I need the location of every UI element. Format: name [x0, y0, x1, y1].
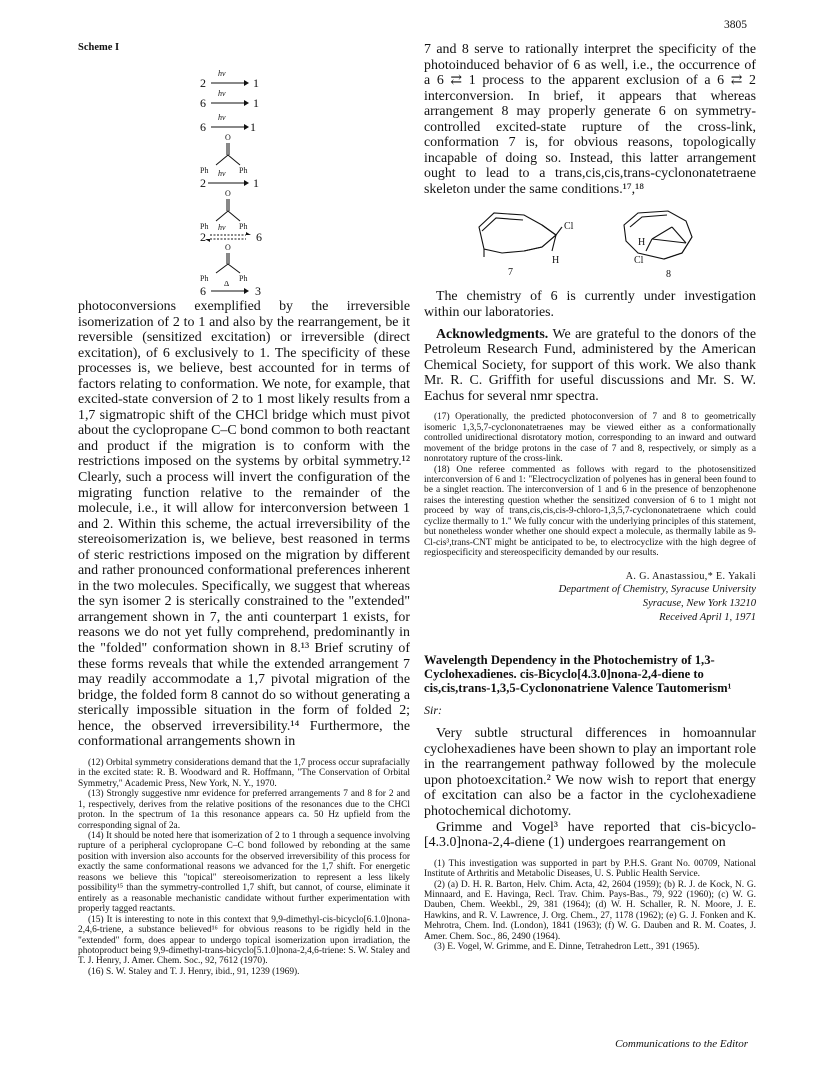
scheme-r2-right: 1	[253, 96, 259, 110]
scheme-label: Scheme I	[78, 42, 120, 53]
footnote-13: (13) Strongly suggestive nmr evidence for preferred arrangements 7 and 8 for 2 and 1, respectively, derives from the relative positions of the resonances due to the CHCl proton. In the spectrum of 1a this resonance appears ca. 50 Hz upfield from the corresponding signal of 2a.	[78, 789, 410, 831]
address: Syracuse, New York 13210	[642, 597, 756, 609]
article-footnotes	[424, 859, 756, 953]
structures-svg	[424, 205, 756, 283]
article-title: Wavelength Dependency in the Photochemistry of 1,3-Cyclohexadienes. cis-Bicyclo[4.3.0]nona-2,4-diene to cis,cis,trans-1,3,5-Cyclononatriene Valence Tautomerism¹	[424, 652, 732, 696]
salutation: Sir:	[424, 703, 442, 718]
left-paragraph-1: photoconversions exemplified by the irreversible isomerization of 2 to 1 and also by the rearrangement, be it reversible (sensitized excitation) or irreversible (direct excitation), of 6 exclusively to 1. The specificity of these processes is, we believe, best accounted for in terms of factors relating to conformation. We note, for example, that excited-state conversion of 2 to 1 most likely results from a 1,7 sigmatropic shift of the CHCl bridge which must pivot about the cyclopropane C–C bond common to both reactant and product if the migration is to conform with the restrictions imposed on the systems by orbital symmetry.¹² Clearly, such a process will invert the configuration of the migrating function relative to the remainder of the molecule, i.e., it will allow for interconversion between 1 and 2. Within this scheme, the actual irreversibility of the stereoisomerization is, we believe, best reasoned in terms of steric restrictions imposed on the migration by different and rather pronounced conformational preferences inherent in the two molecules. Specifically, we suggest that whereas the syn isomer 2 is sterically constrained to the "extended" arrangement shown in 7, the anti counterpart 1 exists, for reasons we do not yet fully comprehend, predominantly in the "folded" conformation shown in 8.¹³ Brief scrutiny of these forms reveals that while the extended arrangement 7 may readily accommodate a 1,7 pivotal migration of the bridge, the folded form 8 cannot do so without generating a sterically impossible situation in the form of folded 2; hence, the observed irreversibility.¹⁴ Furthermore, the conformational arrangements shown in	[78, 299, 410, 750]
scheme-r2-hv: hν	[218, 89, 226, 98]
structure-8	[624, 211, 692, 259]
footnote-14: (14) It should be noted here that isomerization of 2 to 1 through a sequence involving rupture of a peripheral cyclopropane C–C bond followed by rebonding at the same position with inversion also accounts for the observed irreversibility of this process for exactly the same conformational reasons we advanced for the 1,7 shift. For energetic reasons we believe this "topical" stereoisomerization to represent a less likely possibility¹⁵ than the symmetry-controlled 1,7 shift, but cannot, of course, eliminate it entirely as a reasonable mechanistic candidate without further experimentation with properly tagged reactants.	[78, 831, 410, 915]
scheme-r3-left: 6	[200, 120, 206, 134]
scheme-r4-left: 2	[200, 176, 206, 190]
structure-8-number: 8	[666, 269, 671, 281]
scheme-row6	[78, 281, 410, 301]
footer-section: Communications to the Editor	[615, 1038, 748, 1050]
left-column	[78, 42, 410, 977]
scheme-r6-right: 3	[255, 284, 261, 298]
authors: A. G. Anastassiou,* E. Yakali	[625, 570, 756, 582]
footnote-16: (16) S. W. Staley and T. J. Henry, ibid., 91, 1239 (1969).	[88, 966, 300, 977]
structure-7	[479, 213, 562, 257]
scheme-r1-hv: hν	[218, 69, 226, 78]
structure-7-number: 7	[508, 267, 513, 279]
scheme-r2-left: 6	[200, 96, 206, 110]
right-column	[424, 42, 756, 953]
left-footnotes	[78, 758, 410, 978]
scheme-r5-right: 6	[256, 230, 262, 244]
page-number: 3805	[724, 19, 747, 31]
scheme-r5-hv: hν	[218, 223, 226, 232]
article-footnote-2: (2) (a) D. H. R. Barton, Helv. Chim. Acta, 42, 2604 (1959); (b) R. J. de Kock, N. G. Minnaard, and E. Havinga, Recl. Trav. Chim. Pays-Bas., 79, 922 (1960); (c) W. G. Dauben, Chem. Weekbl., 29, 381 (1964); (d) W. H. Schaller, R. N. Moore, J. E. Hawkins, and R. V. Lawrence, J. Org. Chem., 27, 1178 (1962); (e) G. J. Fonken and K. Mehrotra, Chem. Ind. (London), 1841 (1963); (f) W. G. Dauben and R. M. Coates, J. Amer. Chem. Soc., 86, 2490 (1964).	[424, 879, 756, 942]
right-footnotes-1	[424, 412, 756, 558]
footnote-17: (17) Operationally, the predicted photoconversion of 7 and 8 to geometrically isomeric 1,3,5,7-cyclononatetraenes may be viewed either as a conformationally controlled unidirectional disrotatory motion, corresponding to an inward and outward movement of the bridge protons in the case of 7 and 8, respectively, or simply as a nonrotatory rupture of the cross-link.	[424, 412, 756, 465]
scheme-r6-delta: Δ	[224, 281, 230, 288]
article-footnote-1: (1) This investigation was supported in part by P.H.S. Grant No. 00709, National Institute of Arthritis and Metabolic Diseases, U. S. Public Health Service.	[424, 858, 756, 880]
structures-7-8	[424, 205, 756, 283]
article-footnote-3: (3) E. Vogel, W. Grimme, and E. Dinne, Tetrahedron Lett., 391 (1965).	[434, 942, 700, 953]
scheme-r4-o: O	[225, 189, 231, 198]
scheme-r4-ph-left: Ph	[200, 222, 209, 231]
scheme-svg	[78, 59, 410, 287]
right-paragraph-1: 7 and 8 serve to rationally interpret the specificity of the photoinduced behavior of 6 as well, i.e., the occurrence of a 6 ⇄ 1 process to the apparent exclusion of a 6 ⇄ 2 interconversion. In brief, it appears that whereas arrangement 8 may properly generate 6 on symmetry-controlled excited-state rupture of the cross-link, conformation 7 is, for obvious reasons, topologically incapable of doing so. Instead, this latter arrangement ought to lead to a trans,cis,cis,trans-cyclononatetraene skeleton under the same conditions.¹⁷,¹⁸	[424, 42, 756, 197]
scheme-r5-ph-right: Ph	[239, 274, 248, 283]
structure-8-cl: Cl	[634, 255, 644, 267]
scheme-r4-hv: hν	[218, 169, 226, 178]
article-paragraph-2: Grimme and Vogel³ have reported that cis-bicyclo-[4.3.0]nona-2,4-diene (1) undergoes rearrangement on	[424, 819, 756, 851]
scheme-r5-left: 2	[200, 230, 206, 244]
footnote-18: (18) One referee commented as follows with regard to the photosensitized interconversion of 6 and 1: "Electrocyclization of polyenes has in general been found to be a singlet reaction. The interconversion of 1 and 6 in the presence of benzophenone raises the interesting question whether the sensitized conversion of 6 to 1 might not proceed by way of trans,cis,cis,cis-9-chloro-1,3,5,7-cyclononatetraene which could cyclize thermally to 1." We fully concur with the underlying principles of this statement, but nonetheless wonder whether one should expect a molecule, as thermally labile as 9-Cl-cis³,trans-CNT might be anticipated to be, to electrocyclize with the high degree of regiospecificity and stereospecificity demanded by our results.	[424, 464, 756, 559]
article-paragraph-1: Very subtle structural differences in homoannular cyclohexadienes have been shown to play an important role in the rearrangement pathway followed by the molecule upon photoexcitation.² We now wish to report that energy of excitation can also be a factor in the cyclohexadiene photochemical dichotomy.	[424, 726, 756, 819]
footnote-15: (15) It is interesting to note in this context that 9,9-dimethyl-cis-bicyclo[6.1.0]nona-2,4,6-triene, a substance believed¹⁶ for obvious reasons to be rigidly held in the "extended" form, does appear to undergo topical isomerization upon irradiation, the photoproduct being 9,9-dimethyl-trans-bicyclo[5.1.0]nona-2,4,6-triene: S. W. Staley and T. J. Henry, J. Amer. Chem. Soc., 92, 7612 (1970).	[78, 914, 410, 967]
scheme-r3-ph-left: Ph	[200, 166, 209, 175]
structure-7-h: H	[552, 255, 560, 267]
acknowledgments-text: We are grateful to the donors of the Petroleum Research Fund, administered by the American Chemical Society, for support of this work. We also thank Mr. R. C. Griffith for useful discussions and Mr. S. W. Eachus for several nmr spectra.	[424, 326, 756, 404]
department: Department of Chemistry, Syracuse University	[558, 583, 756, 595]
right-paragraph-2: The chemistry of 6 is currently under investigation within our laboratories.	[424, 289, 756, 321]
scheme-r3-right: 1	[250, 120, 256, 134]
acknowledgments-head: Acknowledgments.	[436, 326, 549, 342]
scheme-r6-left: 6	[200, 284, 206, 298]
scheme-r3-o: O	[225, 133, 231, 142]
acknowledgments	[424, 327, 756, 405]
structure-8-h: H	[638, 237, 646, 249]
scheme-r3-hv: hν	[218, 113, 226, 122]
scheme-r4-ph-right: Ph	[239, 222, 248, 231]
scheme-r1-right: 1	[253, 76, 259, 90]
footnote-12: (12) Orbital symmetry considerations demand that the 1,7 process occur suprafacially in the excited state: R. B. Woodward and R. Hoffmann, "The Conservation of Orbital Symmetry," Academic Press, New York, N. Y., 1970.	[78, 757, 410, 789]
received-date: Received April 1, 1971	[659, 611, 756, 623]
structure-7-cl: Cl	[564, 221, 574, 233]
scheme-r1-left: 2	[200, 76, 206, 90]
scheme-r5-o: O	[225, 243, 231, 252]
scheme-r4-right: 1	[253, 176, 259, 190]
reaction-scheme	[78, 59, 410, 287]
scheme-r5-ph-left: Ph	[200, 274, 209, 283]
scheme-r3-ph-right: Ph	[239, 166, 248, 175]
